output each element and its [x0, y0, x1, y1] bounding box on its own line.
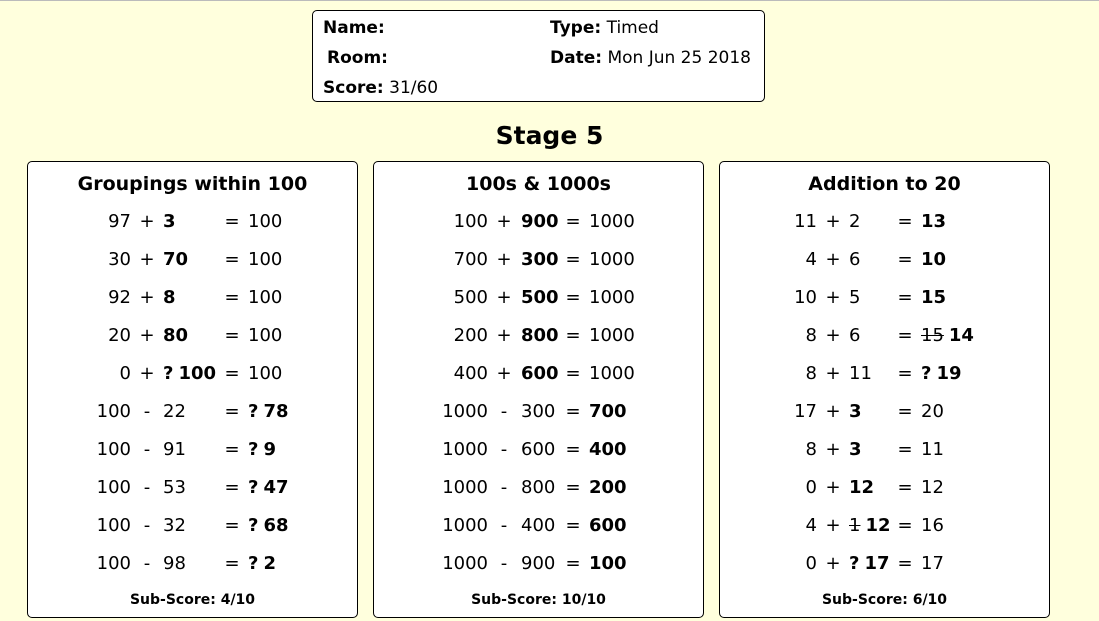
equation-row	[374, 211, 703, 235]
name-field	[323, 18, 385, 38]
answer: 78	[263, 401, 289, 422]
operand-a: 1000	[442, 515, 488, 536]
equals-sign: =	[565, 363, 581, 384]
operator: +	[139, 363, 155, 384]
result: 1000	[589, 211, 635, 232]
operand-a: 1000	[442, 477, 488, 498]
question-mark: ?	[248, 553, 259, 574]
panel-title: Groupings within 100	[77, 173, 308, 195]
operator: -	[500, 515, 508, 536]
operator: -	[143, 477, 151, 498]
answer: 3	[849, 401, 862, 422]
answer: 17	[864, 553, 890, 574]
score-field	[323, 78, 438, 98]
operand-b	[849, 477, 874, 498]
operand-a: 100	[96, 477, 131, 498]
operator: +	[825, 249, 841, 270]
equals-sign: =	[565, 515, 581, 536]
question-mark: ?	[849, 553, 860, 574]
sub-score	[28, 592, 357, 608]
equation-row	[28, 287, 357, 311]
answer: 500	[521, 287, 559, 308]
result: 1000	[589, 363, 635, 384]
equals-sign: =	[565, 553, 581, 574]
equation-row	[374, 401, 703, 425]
result: 100	[248, 287, 283, 308]
operator: -	[500, 477, 508, 498]
panel-title: Addition to 20	[808, 173, 961, 195]
operator: -	[143, 401, 151, 422]
result	[921, 287, 946, 308]
operand-a: 700	[453, 249, 488, 270]
operator: -	[500, 401, 508, 422]
answer: 2	[263, 553, 276, 574]
date-field	[550, 48, 751, 68]
result	[589, 439, 627, 460]
result: 20	[921, 401, 944, 422]
question-mark: ?	[248, 401, 259, 422]
answer: 200	[589, 477, 627, 498]
operand-a: 8	[805, 325, 817, 346]
equals-sign: =	[224, 287, 240, 308]
equation-row	[720, 325, 1049, 349]
equals-sign: =	[565, 249, 581, 270]
operator: +	[825, 211, 841, 232]
equation-row	[720, 515, 1049, 539]
equals-sign: =	[565, 401, 581, 422]
equals-sign: =	[224, 477, 240, 498]
result	[589, 401, 627, 422]
equation-row	[720, 439, 1049, 463]
operator: +	[139, 211, 155, 232]
question-mark: ?	[248, 477, 259, 498]
operand-b: 5	[849, 287, 861, 308]
operand-a: 100	[453, 211, 488, 232]
equation-row	[28, 477, 357, 501]
operator: +	[825, 325, 841, 346]
operand-b	[163, 363, 216, 384]
wrong-answer: 15	[921, 325, 944, 346]
operand-b	[521, 287, 559, 308]
question-mark: ?	[163, 363, 174, 384]
operand-a: 97	[108, 211, 131, 232]
operand-b	[849, 553, 890, 574]
equals-sign: =	[224, 439, 240, 460]
operator: +	[139, 325, 155, 346]
result	[921, 363, 962, 384]
sub-score-value: 4/10	[220, 592, 256, 608]
sub-score-value: 10/10	[561, 592, 606, 608]
operator: +	[825, 401, 841, 422]
result	[248, 515, 289, 536]
operand-a: 10	[794, 287, 817, 308]
answer: 9	[263, 439, 276, 460]
answer: 12	[849, 477, 875, 498]
equation-row	[720, 363, 1049, 387]
type-value: Timed	[606, 18, 659, 38]
operand-a: 100	[96, 439, 131, 460]
operand-a: 0	[805, 477, 817, 498]
result	[589, 515, 627, 536]
operator: +	[496, 325, 512, 346]
equals-sign: =	[224, 249, 240, 270]
room-field	[327, 48, 388, 68]
equation-row	[28, 439, 357, 463]
operator: +	[825, 363, 841, 384]
result: 100	[248, 325, 283, 346]
equals-sign: =	[897, 515, 913, 536]
operand-b: 400	[521, 515, 556, 536]
type-label: Type:	[550, 18, 602, 38]
sub-score-label: Sub-Score:	[821, 592, 908, 608]
answer: 47	[263, 477, 289, 498]
equals-sign: =	[897, 287, 913, 308]
equation-row	[720, 477, 1049, 501]
operand-b: 600	[521, 439, 556, 460]
operator: +	[496, 363, 512, 384]
operator: +	[825, 553, 841, 574]
operand-b	[163, 325, 188, 346]
operator: -	[143, 515, 151, 536]
operand-b: 98	[163, 553, 186, 574]
equals-sign: =	[224, 515, 240, 536]
operand-a: 1000	[442, 553, 488, 574]
operand-a: 92	[108, 287, 131, 308]
equals-sign: =	[224, 363, 240, 384]
score-label: Score:	[323, 78, 384, 98]
answer: 15	[921, 287, 947, 308]
equation-row	[374, 515, 703, 539]
equation-row	[374, 363, 703, 387]
equation-row	[28, 249, 357, 273]
operand-a: 11	[794, 211, 817, 232]
top-border	[0, 0, 1099, 1]
equation-row	[720, 211, 1049, 235]
equation-row	[28, 211, 357, 235]
answer: 12	[865, 515, 891, 536]
sub-score-value: 6/10	[912, 592, 948, 608]
operand-a: 8	[805, 439, 817, 460]
equals-sign: =	[565, 287, 581, 308]
operator: +	[496, 249, 512, 270]
operator: +	[496, 287, 512, 308]
answer: 68	[263, 515, 289, 536]
answer: 600	[589, 515, 627, 536]
operand-b	[521, 363, 559, 384]
result: 17	[921, 553, 944, 574]
equals-sign: =	[224, 553, 240, 574]
sub-score	[720, 592, 1049, 608]
equals-sign: =	[897, 401, 913, 422]
equals-sign: =	[565, 325, 581, 346]
operator: +	[139, 249, 155, 270]
equals-sign: =	[565, 211, 581, 232]
question-mark: ?	[921, 363, 932, 384]
panel-title: 100s & 1000s	[466, 173, 611, 195]
type-field	[550, 18, 659, 38]
equation-row	[720, 401, 1049, 425]
operand-a: 100	[96, 553, 131, 574]
equals-sign: =	[224, 401, 240, 422]
operand-b: 22	[163, 401, 186, 422]
equation-row	[28, 515, 357, 539]
operand-a: 1000	[442, 401, 488, 422]
operand-b	[163, 287, 176, 308]
answer: 100	[589, 553, 627, 574]
operator: +	[825, 439, 841, 460]
result: 1000	[589, 249, 635, 270]
result	[921, 249, 946, 270]
operand-b	[163, 249, 188, 270]
result	[921, 325, 974, 346]
operand-b: 11	[849, 363, 872, 384]
result	[589, 477, 627, 498]
date-value: Mon Jun 25 2018	[607, 48, 751, 68]
result: 100	[248, 249, 283, 270]
operand-b: 32	[163, 515, 186, 536]
operand-a: 0	[805, 553, 817, 574]
equals-sign: =	[897, 553, 913, 574]
equation-row	[28, 325, 357, 349]
equation-row	[374, 477, 703, 501]
operand-b	[521, 249, 559, 270]
operand-b	[521, 211, 559, 232]
worksheet-header	[312, 10, 765, 102]
operand-b: 900	[521, 553, 556, 574]
operand-a: 1000	[442, 439, 488, 460]
answer: 400	[589, 439, 627, 460]
operand-b	[849, 515, 891, 536]
result	[248, 477, 289, 498]
answer: 13	[921, 211, 947, 232]
wrong-answer: 1	[849, 515, 861, 536]
operator: +	[139, 287, 155, 308]
operand-a: 8	[805, 363, 817, 384]
operand-a: 30	[108, 249, 131, 270]
equation-row	[28, 363, 357, 387]
equals-sign: =	[897, 477, 913, 498]
operator: +	[825, 515, 841, 536]
result: 100	[248, 363, 283, 384]
panel-groupings	[27, 161, 358, 618]
operand-a: 400	[453, 363, 488, 384]
panel-hundreds-thousands	[373, 161, 704, 618]
equals-sign: =	[897, 325, 913, 346]
operand-a: 200	[453, 325, 488, 346]
equation-row	[720, 553, 1049, 577]
sub-score-label: Sub-Score:	[471, 592, 557, 608]
equals-sign: =	[224, 325, 240, 346]
operator: -	[143, 553, 151, 574]
equation-row	[374, 325, 703, 349]
operand-a: 4	[805, 249, 817, 270]
date-label: Date:	[550, 48, 603, 68]
operand-b	[521, 325, 559, 346]
operand-b: 2	[849, 211, 861, 232]
operand-b	[163, 211, 176, 232]
equals-sign: =	[224, 211, 240, 232]
equation-row	[720, 287, 1049, 311]
answer: 800	[521, 325, 559, 346]
operand-a: 100	[96, 401, 131, 422]
answer: 10	[921, 249, 947, 270]
sub-score	[374, 592, 703, 608]
equals-sign: =	[897, 249, 913, 270]
operand-a: 100	[96, 515, 131, 536]
stage-title: Stage 5	[495, 121, 604, 150]
answer: 80	[163, 325, 189, 346]
equation-row	[720, 249, 1049, 273]
operator: +	[825, 287, 841, 308]
operand-b: 6	[849, 249, 861, 270]
operator: +	[825, 477, 841, 498]
operand-b: 91	[163, 439, 186, 460]
result	[248, 439, 276, 460]
room-label: Room:	[327, 48, 388, 68]
operator: -	[143, 439, 151, 460]
operand-a: 500	[453, 287, 488, 308]
result	[589, 553, 627, 574]
result: 11	[921, 439, 944, 460]
result: 12	[921, 477, 944, 498]
operand-a: 0	[119, 363, 131, 384]
result	[921, 211, 946, 232]
answer: 70	[163, 249, 189, 270]
answer: 19	[936, 363, 962, 384]
equals-sign: =	[897, 439, 913, 460]
sub-score-label: Sub-Score:	[129, 592, 216, 608]
operand-b: 300	[521, 401, 556, 422]
equation-row	[374, 439, 703, 463]
result: 100	[248, 211, 283, 232]
operand-a: 20	[108, 325, 131, 346]
result: 16	[921, 515, 944, 536]
operand-b: 53	[163, 477, 186, 498]
equation-row	[374, 553, 703, 577]
equation-row	[374, 287, 703, 311]
answer: 600	[521, 363, 559, 384]
operand-b	[849, 401, 862, 422]
operand-b: 800	[521, 477, 556, 498]
operand-b	[849, 439, 862, 460]
result	[248, 401, 289, 422]
equation-row	[28, 553, 357, 577]
operator: +	[496, 211, 512, 232]
name-label: Name:	[323, 18, 385, 38]
equals-sign: =	[565, 439, 581, 460]
answer: 14	[948, 325, 974, 346]
question-mark: ?	[248, 439, 259, 460]
answer: 3	[163, 211, 176, 232]
operand-a: 17	[794, 401, 817, 422]
answer: 3	[849, 439, 862, 460]
result	[248, 553, 276, 574]
answer: 700	[589, 401, 627, 422]
panel-addition-to-20	[719, 161, 1050, 618]
answer: 900	[521, 211, 559, 232]
equation-row	[28, 401, 357, 425]
operator: -	[500, 439, 508, 460]
result: 1000	[589, 287, 635, 308]
operand-a: 4	[805, 515, 817, 536]
equals-sign: =	[565, 477, 581, 498]
answer: 8	[163, 287, 176, 308]
equation-row	[374, 249, 703, 273]
result: 1000	[589, 325, 635, 346]
answer: 100	[178, 363, 217, 384]
answer: 300	[521, 249, 559, 270]
score-value: 31/60	[389, 78, 439, 98]
equals-sign: =	[897, 363, 913, 384]
question-mark: ?	[248, 515, 259, 536]
operator: -	[500, 553, 508, 574]
equals-sign: =	[897, 211, 913, 232]
operand-b: 6	[849, 325, 861, 346]
